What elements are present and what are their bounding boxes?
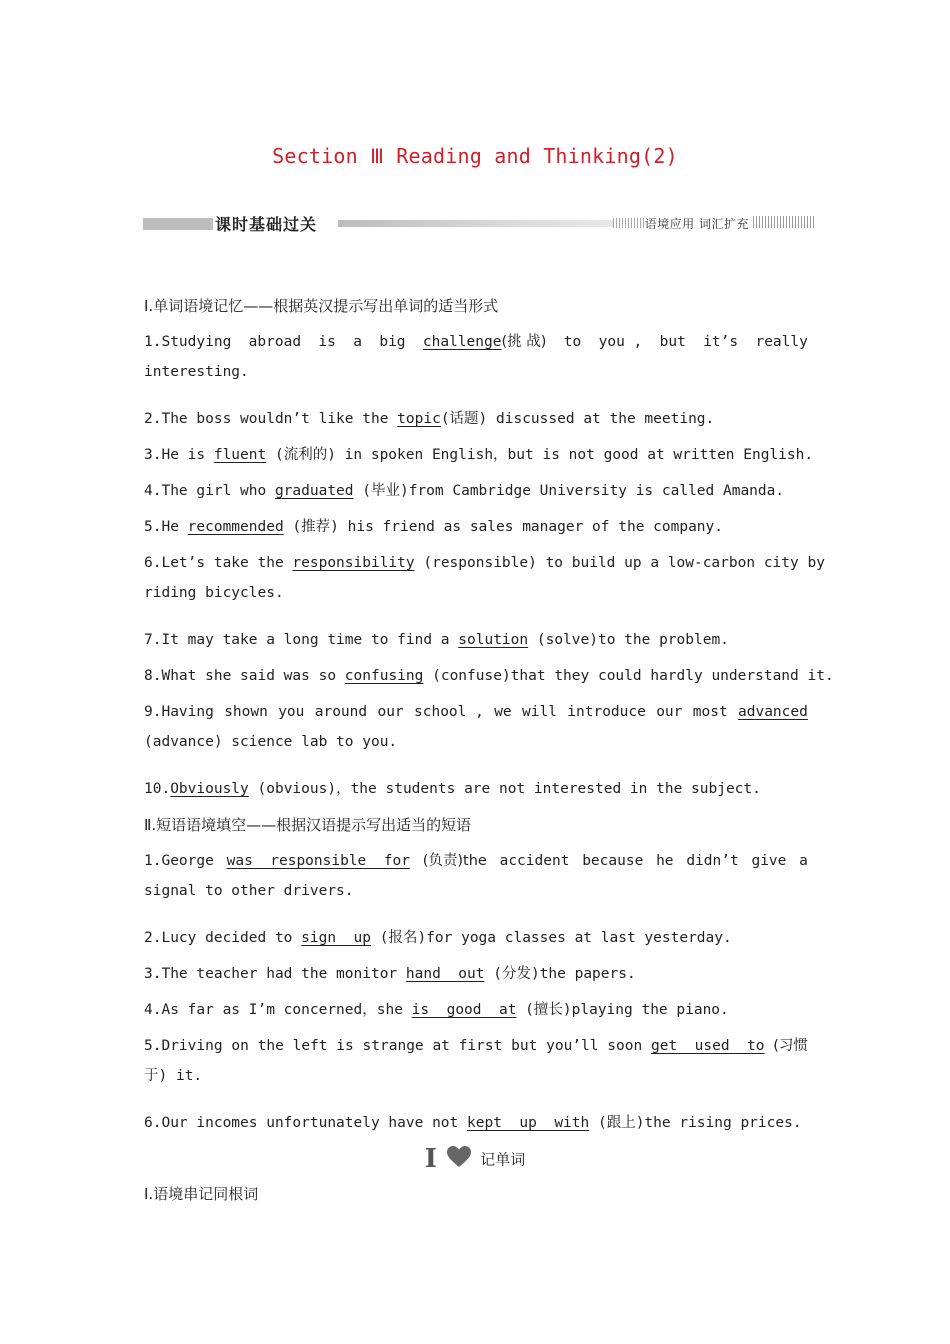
part1-q10 <box>144 771 808 807</box>
text-fragment: 9.Having <box>144 704 214 720</box>
part1-q9 <box>144 694 808 730</box>
text-fragment: a <box>353 334 362 350</box>
text-fragment: (solve)to the problem. <box>528 632 729 648</box>
text-fragment: school , <box>414 704 484 720</box>
text-fragment: shown <box>224 704 268 720</box>
text-fragment: big <box>379 334 406 350</box>
page-title: Section Ⅲ Reading and Thinking(2) <box>272 144 678 168</box>
part2-q5 <box>144 1028 808 1064</box>
text-fragment: (挑 战) <box>501 334 547 350</box>
text-fragment: 4.The girl who <box>144 483 275 499</box>
answer: challenge <box>422 334 502 350</box>
text-fragment: (跟上)the rising prices. <box>589 1115 802 1131</box>
text-fragment: 1.Studying <box>144 334 232 350</box>
text-fragment: you , <box>598 334 643 350</box>
text-fragment: (负责)the <box>422 853 487 869</box>
part2-heading: Ⅱ.短语语境填空——根据汉语提示写出适当的短语 <box>144 816 472 834</box>
banner-left-bar <box>143 218 213 230</box>
text-fragment: (流利的) in spoken English，but is not good at written English. <box>266 447 814 463</box>
text-fragment: accident <box>499 853 570 869</box>
part2-q4 <box>144 992 808 1028</box>
text-fragment: 4.As far as I’m concerned，she <box>144 1002 412 1018</box>
text-fragment: is <box>318 334 336 350</box>
text-fragment: but <box>659 334 686 350</box>
text-fragment <box>423 324 547 360</box>
text-fragment: will <box>522 704 557 720</box>
answer: was responsible for <box>226 853 410 869</box>
answer: responsibility <box>292 555 415 571</box>
text-fragment: you’ll <box>546 1038 599 1054</box>
answer: recommended <box>187 519 284 535</box>
part1-q3 <box>144 437 814 473</box>
exercise-content <box>144 288 834 1141</box>
answer: get used to <box>650 1038 765 1054</box>
text-fragment: our <box>377 704 404 720</box>
part3-heading: Ⅰ.语境串记同根词 <box>144 1185 259 1203</box>
answer: Obviously <box>170 781 249 797</box>
text-fragment: most <box>692 704 728 720</box>
text-fragment: 10. <box>144 781 171 797</box>
text-fragment: (obvious)，the students are not interested in the subject. <box>248 781 761 797</box>
text-fragment: the <box>257 1038 284 1054</box>
text-fragment: (报名)for yoga classes at last yesterday. <box>370 930 732 946</box>
part2-q6 <box>144 1105 808 1141</box>
text-fragment: we <box>494 704 512 720</box>
text-fragment: didn’t <box>686 853 739 869</box>
text-fragment: is <box>336 1038 354 1054</box>
text-fragment: (擅长)playing the piano. <box>516 1002 729 1018</box>
text-fragment: really <box>755 334 808 350</box>
banner-hatch-left <box>613 218 645 228</box>
part1-q1 <box>144 324 808 360</box>
text-fragment: abroad <box>248 334 302 350</box>
text-fragment: you <box>278 704 305 720</box>
part2-q5-cont: 于) it. <box>144 1068 203 1084</box>
part2-q2 <box>144 920 808 956</box>
text-fragment: 5.Driving <box>144 1038 223 1054</box>
part1-q7 <box>144 622 808 658</box>
part2-q1-cont: signal to other drivers. <box>144 883 354 899</box>
i-love-words-text: 记单词 <box>480 1150 526 1169</box>
answer: kept up with <box>467 1115 590 1131</box>
text-fragment: 6.Our incomes unfortunately have not <box>144 1115 468 1131</box>
banner-label: 课时基础过关 <box>215 215 318 234</box>
part2-q1 <box>144 843 808 879</box>
text-fragment: he <box>656 853 674 869</box>
text-fragment: it’s <box>703 334 739 350</box>
text-fragment: 8.What she said was so <box>144 668 345 684</box>
part1-heading: Ⅰ.单词语境记忆——根据英汉提示写出单词的适当形式 <box>144 297 499 315</box>
banner-divider <box>338 220 640 227</box>
text-fragment: because <box>582 853 644 869</box>
text-fragment: (习惯 <box>773 1038 808 1054</box>
text-fragment: but <box>511 1038 538 1054</box>
text-fragment: 3.He is <box>144 447 214 463</box>
part1-q5 <box>144 509 808 545</box>
answer: fluent <box>213 447 267 463</box>
heart-icon <box>447 1146 471 1172</box>
text-fragment: (推荐) his friend as sales manager of the company. <box>283 519 723 535</box>
text-fragment: (话题) discussed at the meeting. <box>440 411 715 427</box>
text-fragment: a <box>799 853 808 869</box>
part1-q8 <box>144 658 834 694</box>
text-fragment: 1.George <box>144 853 214 869</box>
part1-q9-cont: (advance) science lab to you. <box>144 734 398 750</box>
part1-q1-cont: interesting. <box>144 364 249 380</box>
text-fragment: around <box>314 704 368 720</box>
answer: topic <box>397 411 441 427</box>
text-fragment: (confuse)that they could hardly understand it. <box>423 668 834 684</box>
answer: is good at <box>411 1002 517 1018</box>
text-fragment: 7.It may take a long time to find a <box>144 632 459 648</box>
letter-i: I <box>424 1144 437 1174</box>
text-fragment: 3.The teacher had the monitor <box>144 966 406 982</box>
text-fragment: 6.Let’s take the <box>144 555 293 571</box>
part1-q6 <box>144 545 825 581</box>
answer: advanced <box>738 704 808 720</box>
text-fragment: to <box>563 334 582 350</box>
text-fragment: our <box>656 704 683 720</box>
text-fragment: give <box>751 853 787 869</box>
answer: sign up <box>301 930 371 946</box>
answer: confusing <box>344 668 424 684</box>
part1-q6-cont: riding bicycles. <box>144 585 284 601</box>
text-fragment: introduce <box>567 704 646 720</box>
part2-q3 <box>144 956 808 992</box>
text-fragment: 2.The boss wouldn’t like the <box>144 411 398 427</box>
banner-right-label: 语境应用 词汇扩充 <box>644 217 749 231</box>
text-fragment: at <box>432 1038 450 1054</box>
text-fragment: (毕业)from Cambridge University is called Amanda. <box>353 483 785 499</box>
answer: hand out <box>405 966 485 982</box>
banner-hatch-right <box>753 216 815 228</box>
part1-q2 <box>144 401 808 437</box>
text-fragment: (responsible) to build up a low-carbon city by <box>414 555 825 571</box>
text-fragment: left <box>292 1038 328 1054</box>
text-fragment: soon <box>607 1038 643 1054</box>
text-fragment: 2.Lucy decided to <box>144 930 302 946</box>
part1-q4 <box>144 473 808 509</box>
text-fragment: 5.He <box>144 519 188 535</box>
text-fragment: (分发)the papers. <box>484 966 636 982</box>
section-banner <box>143 210 815 236</box>
answer: graduated <box>274 483 354 499</box>
text-fragment: strange <box>362 1038 424 1054</box>
answer: solution <box>458 632 529 648</box>
text-fragment: on <box>231 1038 249 1054</box>
i-love-words-heading <box>0 1144 950 1174</box>
text-fragment: first <box>458 1038 503 1054</box>
